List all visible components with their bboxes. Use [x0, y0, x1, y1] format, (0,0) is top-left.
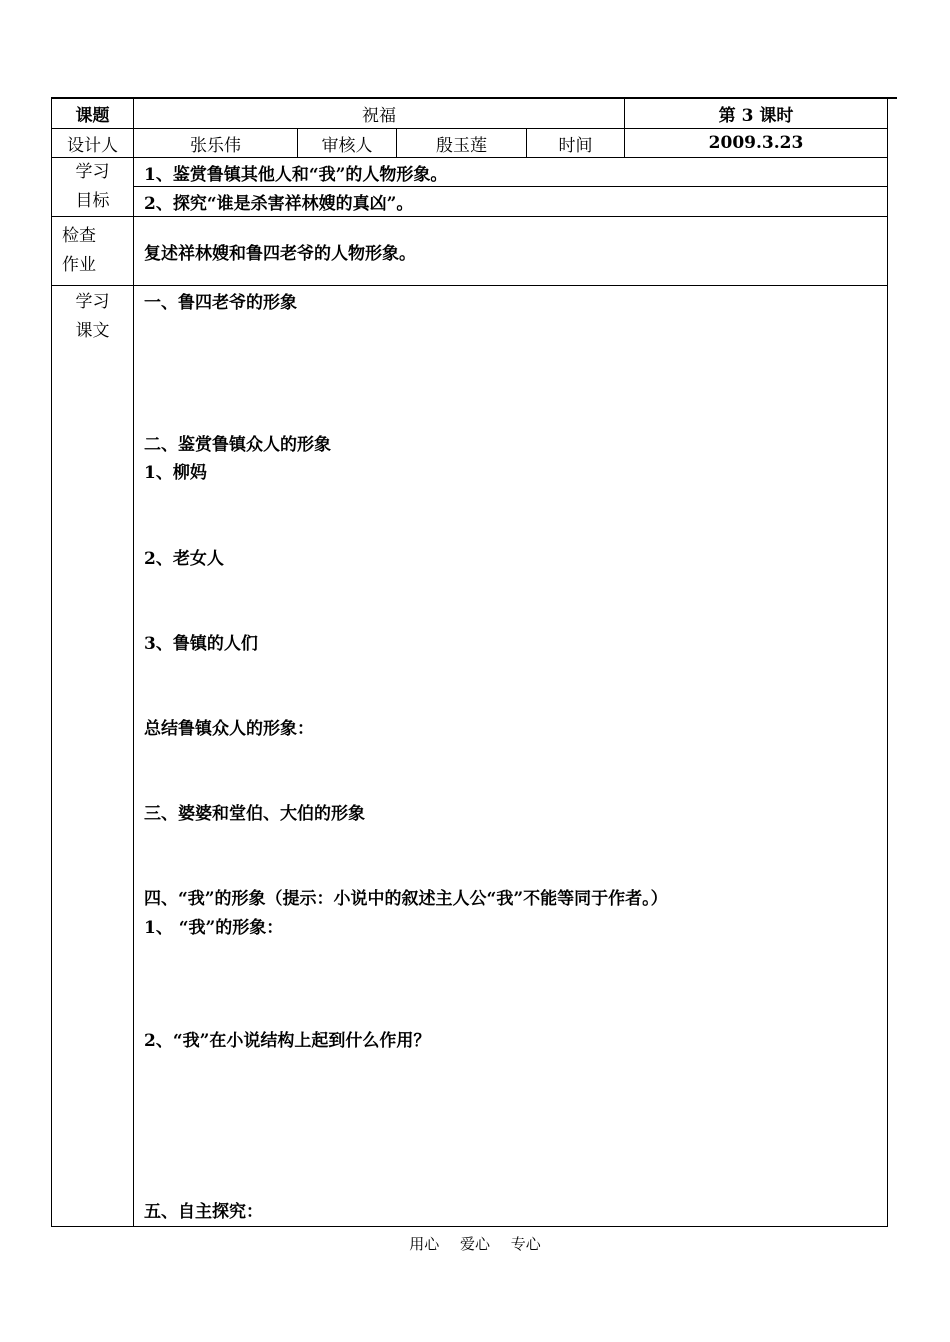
goals-label [52, 158, 134, 217]
goal-row-2 [52, 187, 888, 217]
topic-value: 祝福 [134, 99, 625, 129]
reviewer-value: 殷玉莲 [397, 129, 527, 158]
lesson-row [52, 286, 888, 1227]
homework-row [52, 217, 888, 286]
time-label: 时间 [527, 129, 625, 158]
goal-item-1: 1、鉴赏鲁镇其他人和“我”的人物形象。 [134, 158, 888, 187]
section-2-summary: 总结鲁镇众人的形象： [144, 718, 314, 739]
lesson-number: 第 3 课时 [625, 99, 888, 129]
homework-label-line2: 作业 [62, 255, 96, 275]
section-4-item-2: 2、“我”在小说结构上起到什么作用？ [144, 1031, 431, 1052]
section-4: 四、“我”的形象（提示：小说中的叙述主人公“我”不能等同于作者。） [144, 889, 668, 910]
homework-label [52, 217, 134, 286]
section-2-item-3: 3、鲁镇的人们 [144, 633, 258, 654]
lesson-label-line2: 课文 [75, 321, 110, 341]
section-1: 一、鲁四老爷的形象 [144, 293, 297, 313]
topic-label: 课题 [52, 99, 134, 129]
lesson-content [134, 286, 888, 1227]
lesson-plan-table [51, 98, 888, 1227]
section-3: 三、婆婆和堂伯、大伯的形象 [144, 804, 365, 825]
section-5: 五、自主探究： [144, 1201, 263, 1222]
goals-label-line1: 学习 [75, 162, 110, 182]
reviewer-label: 审核人 [298, 129, 397, 158]
info-row [52, 129, 888, 158]
goals-label-line2: 目标 [75, 191, 110, 211]
section-2: 二、鉴赏鲁镇众人的形象 [144, 434, 331, 455]
section-2-item-2: 2、老女人 [144, 548, 224, 569]
designer-label: 设计人 [52, 129, 134, 158]
section-4-item-1: 1、 “我”的形象： [144, 917, 284, 938]
footer-word-3: 专心 [510, 1235, 541, 1253]
lesson-label-line1: 学习 [75, 292, 110, 312]
time-value: 2009.3.23 [625, 129, 888, 158]
designer-value: 张乐伟 [134, 129, 298, 158]
footer-word-2: 爱心 [459, 1235, 490, 1253]
header-row [52, 99, 888, 129]
section-2-item-1: 1、柳妈 [144, 463, 207, 484]
page-footer [0, 1233, 950, 1254]
homework-text: 复述祥林嫂和鲁四老爷的人物形象。 [134, 217, 888, 286]
goal-row-1 [52, 158, 888, 187]
goal-item-2: 2、探究“谁是杀害祥林嫂的真凶”。 [134, 187, 888, 217]
homework-label-line1: 检查 [62, 226, 96, 246]
footer-word-1: 用心 [409, 1235, 440, 1253]
lesson-label [52, 286, 134, 1227]
